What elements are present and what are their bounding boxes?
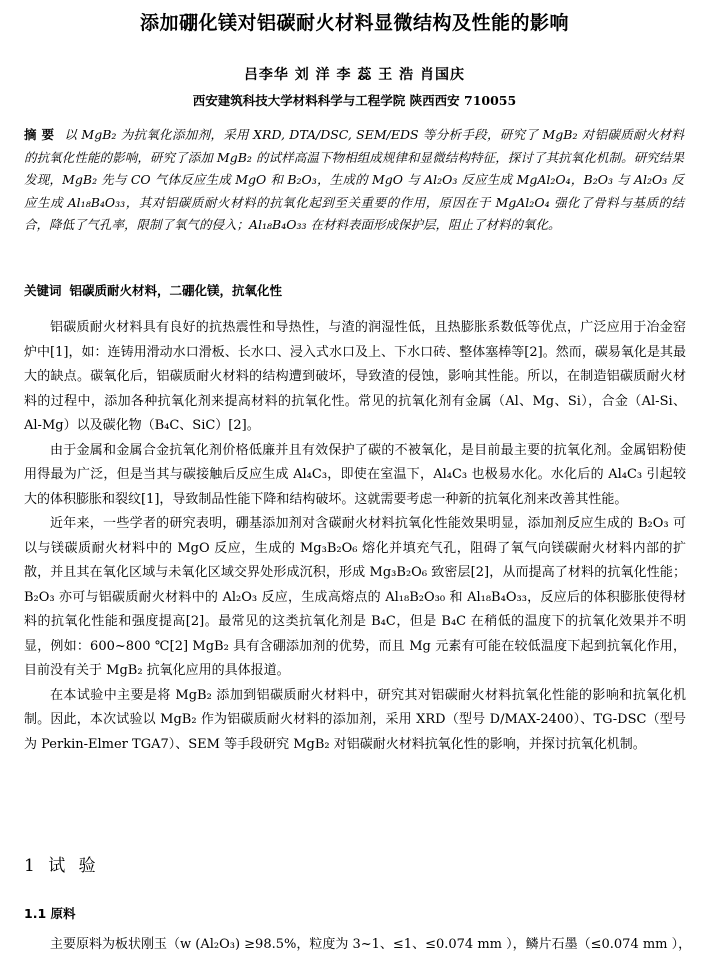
abstract-label: 摘 要 (24, 127, 55, 142)
affiliation: 西安建筑科技大学材料科学与工程学院 陕西西安 710055 (192, 93, 517, 108)
paragraph-4: 在本试验中主要是将 MgB₂ 添加到铝碳质耐火材料中，研究其对铝碳耐火材料抗氧化性能的影响和抗氧化机制。因此，本次试验以 MgB₂ 作为铝碳质耐火材料的添加剂，采用 XRD（型号 D/MAX-2400）、TG-DSC（型号为 Perkin-Elmer TGA7）、SEM 等手段研究 MgB₂ 对铝碳耐火材料抗氧化性的影响，并探讨抗氧化机制。 (24, 687, 686, 752)
keywords-label: 关键词 (24, 283, 62, 298)
subsection-heading: 1.1 原料 (24, 906, 76, 921)
keywords-text: 铝碳质耐火材料，二硼化镁，抗氧化性 (69, 283, 283, 298)
keywords (24, 281, 684, 301)
paragraph-1: 铝碳质耐火材料具有良好的抗热震性和导热性，与渣的润湿性低，且热膨胀系数低等优点，广泛应用于冶金窑炉中[1]，如：连铸用滑动水口滑板、长水口、浸入式水口及上、下水口砖、整体塞棒等[2]。然而，碳易氧化是其最大的缺点。碳氧化后，铝碳质耐火材料的结构遭到破坏，导致渣的侵蚀，影响其性能。所以，在制造铝碳质耐火材料的过程中，添加各种抗氧化剂来提高材料的抗氧化性。常见的抗氧化剂有金属（Al、Mg、Si），合金（Al-Si、Al-Mg）以及碳化物（B₄C、SiC）[2]。 (24, 320, 686, 433)
section-heading: 1 试 验 (24, 856, 100, 876)
author-list: 吕李华 刘 洋 李 蕊 王 浩 肖国庆 (243, 67, 466, 83)
paper-title: 添加硼化镁对铝碳耐火材料显微结构及性能的影响 (139, 12, 569, 34)
body-text (24, 316, 686, 757)
paragraph-3: 近年来，一些学者的研究表明，硼基添加剂对含碳耐火材料抗氧化性能效果明显，添加剂反应生成的 B₂O₃ 可以与镁碳质耐火材料中的 MgO 反应，生成的 Mg₃B₂O₆ 熔化并填充气孔，阻碍了氧气向镁碳耐火材料内部的扩散，并且其在氧化区域与未氧化区域交界处形成沉积，形成 Mg₃B₂O₆ 致密层[2]，从而提高了材料的抗氧化性能；B₂O₃ 亦可与铝碳质耐火材料中的 Al₂O₃ 反应，生成高熔点的 Al₁₈B₂O₃₀ 和 Al₁₈B₄O₃₃，反应后的体积膨胀使得材料的抗氧化性能和强度提高[2]。最常见的这类抗氧化剂是 B₄C，但是 B₄C 在稍低的温度下的抗氧化效果并不明显，例如：600~800 ℃[2] MgB₂ 具有含硼添加剂的优势，而且 Mg 元素有可能在较低温度下起到抗氧化作用，目前没有关于 MgB₂ 抗氧化应用的具体报道。 (24, 516, 686, 678)
materials-first-line: 主要原料为板状刚玉（w (Al₂O₃) ≥98.5%，粒度为 3~1、≤1、≤0.074 mm ），鳞片石墨（≤0.074 mm ）， (50, 937, 692, 952)
paragraph-2: 由于金属和金属合金抗氧化剂价格低廉并且有效保护了碳的不被氧化，是目前最主要的抗氧化剂。金属铝粉使用得最为广泛，但是当其与碳接触后反应生成 Al₄C₃，即使在室温下，Al₄C₃ 也极易水化。水化后的 Al₄C₃ 引起较大的体积膨胀和裂纹[1]，导致制品性能下降和结构破坏。这就需要考虑一种新的抗氧化剂来改善其性能。 (24, 442, 686, 507)
abstract-text: 以 MgB₂ 为抗氧化添加剂，采用 XRD, DTA/DSC, SEM/EDS 等分析手段，研究了 MgB₂ 对铝碳质耐火材料的抗氧化性能的影响，研究了添加 MgB₂ 的试样高温下物相组成规律和显微结构特征，探讨了其抗氧化机制。研究结果发现，MgB₂ 先与 CO 气体反应生成 MgO 和 B₂O₃，生成的 MgO 与 Al₂O₃ 反应生成 MgAl₂O₄，B₂O₃ 与 Al₂O₃ 反应生成 Al₁₈B₄O₃₃，其对铝碳质耐火材料的抗氧化起到至关重要的作用，原因在于 MgAl₂O₄ 强化了骨料与基质的结合，降低了气孔率，限制了氧气的侵入；Al₁₈B₄O₃₃ 在材料表面形成保护层，阻止了材料的氧化。 (24, 127, 684, 232)
abstract (24, 124, 684, 237)
